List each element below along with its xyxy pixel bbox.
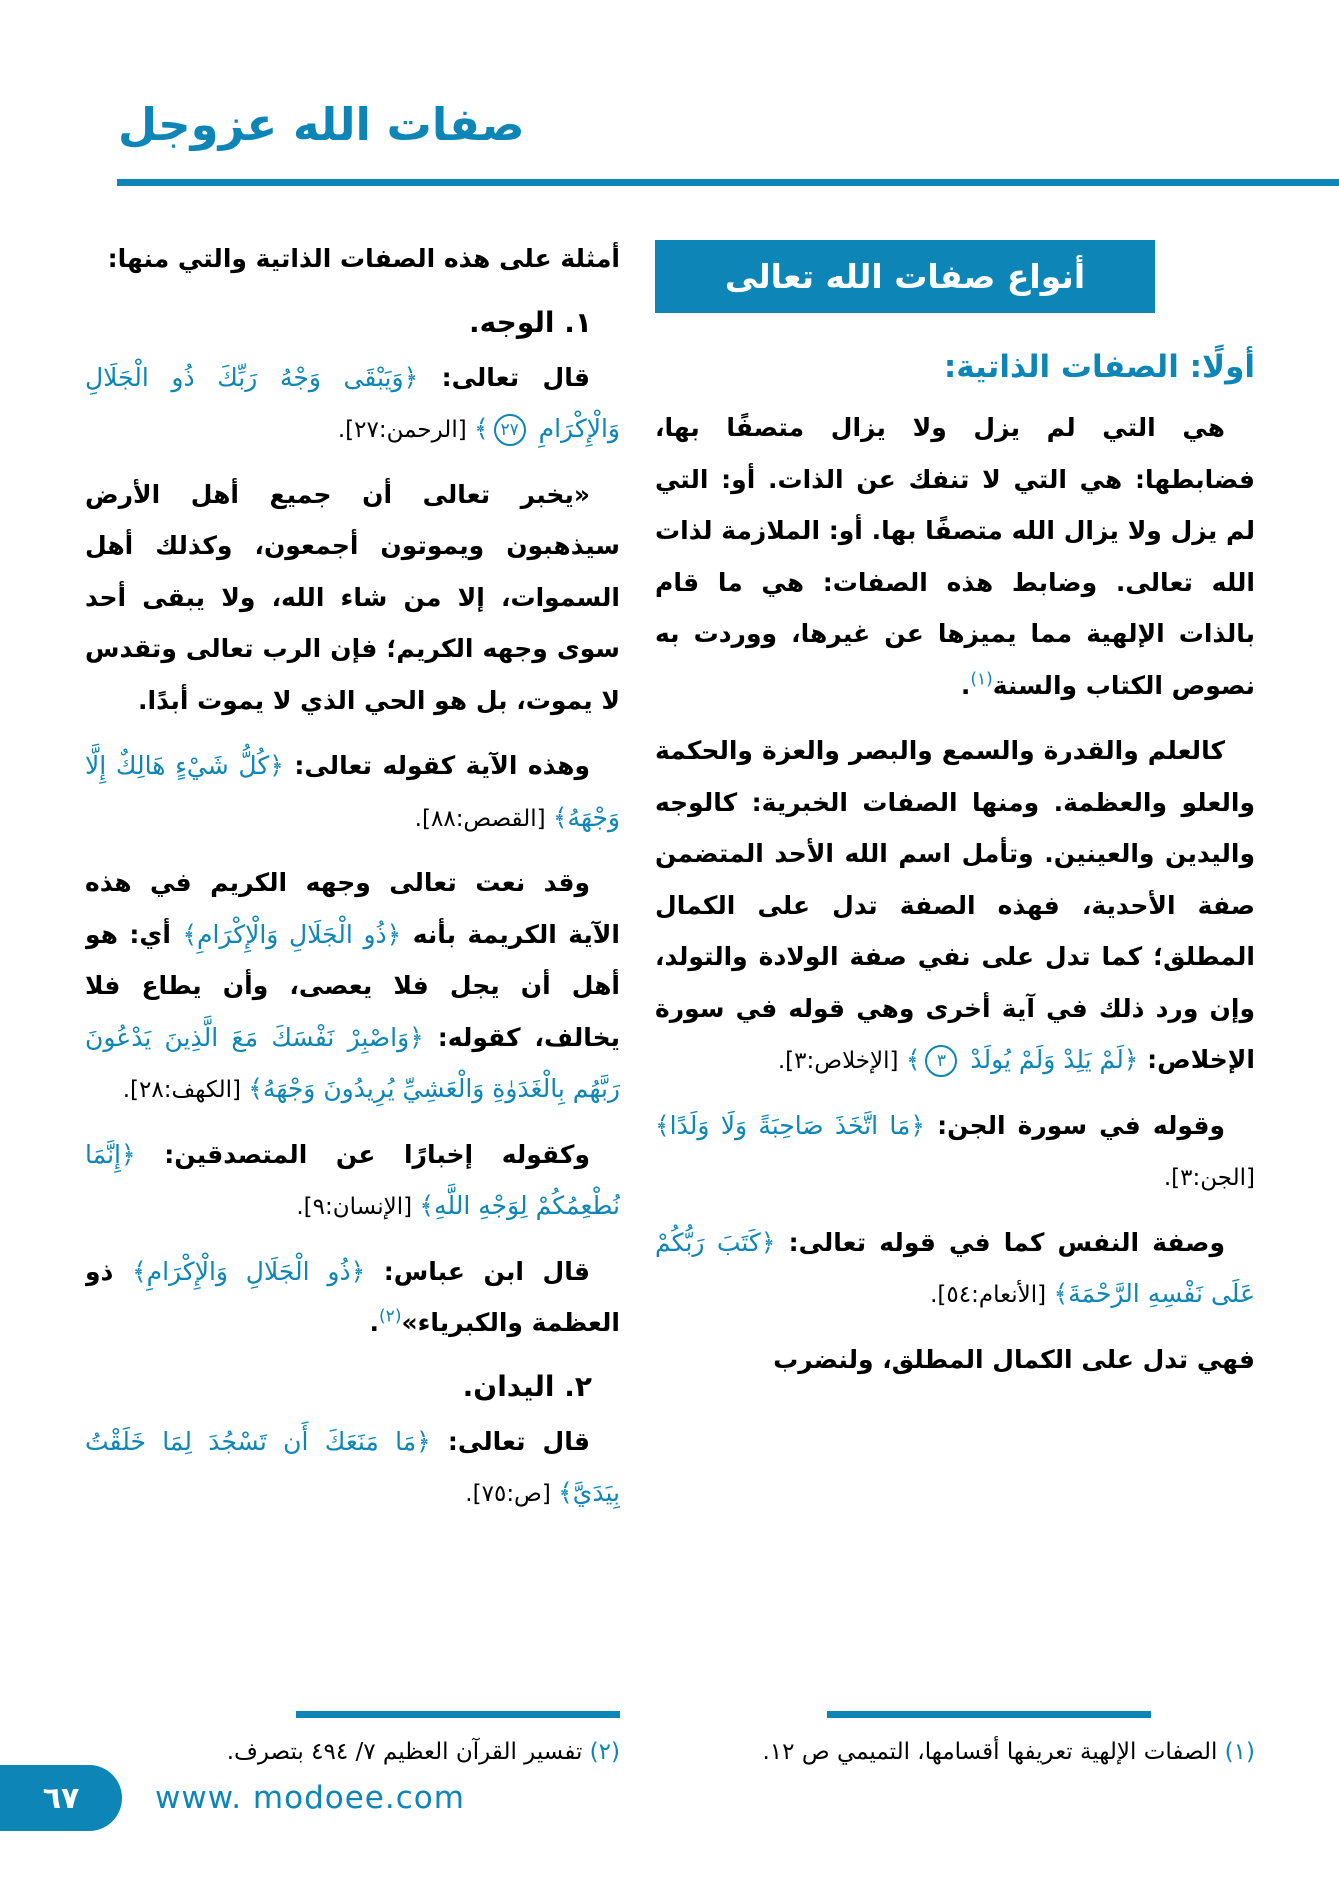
footnote-text: الصفات الإلهية تعريفها أقسامها، التميمي ص ١٢. <box>762 1739 1218 1766</box>
paragraph-text: قال تعالى: <box>418 362 591 392</box>
verse-reference: [الجن:٣]. <box>1163 1165 1255 1191</box>
page-number: ٦٧ <box>42 1780 80 1816</box>
footnote-number: (١) <box>1224 1739 1255 1766</box>
page-number-badge <box>0 1765 122 1831</box>
tafsir-quote-paragraph: «يخبر تعالى أن جميع أهل الأرض سيذهبون ويموتون أجمعون، وكذلك أهل السموات، إلا من شاء الله، ولا يبقى أحد سوى وجهه الكريم؛ فإن الرب تعالى وتقدس لا يموت، بل هو الحي الذي لا يموت أبدًا. <box>85 479 620 715</box>
self-attribute-paragraph <box>655 1217 1255 1320</box>
paragraph-text: أي: هو أهل أن يجل فلا يعصى، وأن يطاع فلا يخالف، كقوله: <box>85 919 620 1052</box>
footnote-number: (٢) <box>589 1739 620 1766</box>
verse-reference: [الإنسان:٩]. <box>296 1194 420 1220</box>
header-rule-divider <box>117 179 1339 186</box>
footnote-divider <box>296 1711 620 1718</box>
website-link[interactable]: www. modoee.com <box>155 1780 465 1816</box>
paragraph-text: وهذه الآية كقوله تعالى: <box>283 751 590 780</box>
verse-reference: [ص:٧٥]. <box>465 1481 559 1507</box>
paragraph-text: وقد نعت تعالى وجهه الكريم في هذه الآية الكريمة بأنه <box>85 868 620 949</box>
list-item-hands-heading: ٢. اليدان. <box>462 1369 592 1403</box>
intro-line: أمثلة على هذه الصفات الذاتية والتي منها: <box>107 244 620 273</box>
quran-verse: ﴿وَيَبْقَى وَجْهُ رَبِّكَ ذُو الْجَلَالِ وَالْإِكْرَامِ <box>85 362 620 443</box>
subheading-essential-attributes: أولًا: الصفات الذاتية: <box>943 349 1255 385</box>
examples-paragraph <box>655 725 1255 1086</box>
footnotes-right <box>655 1711 1255 1775</box>
charity-verse-paragraph <box>85 1129 620 1232</box>
left-column <box>85 226 620 1775</box>
verse-reference: [الأنعام:٥٤]. <box>930 1282 1054 1308</box>
qasas-verse-paragraph <box>85 740 620 843</box>
quran-verse: ﴿مَا اتَّخَذَ صَاحِبَةً وَلَا وَلَدًا﴾ <box>655 1110 926 1140</box>
quran-verse: ﴿كَتَبَ رَبُّكُمْ عَلَى نَفْسِهِ الرَّحْمَةَ﴾ <box>655 1227 1255 1308</box>
paragraph-text: وصفة النفس كما في قوله تعالى: <box>775 1227 1225 1257</box>
closing-line: فهي تدل على الكمال المطلق، ولنضرب <box>773 1344 1255 1374</box>
paragraph-text: هي التي لم يزل ولا يزال متصفًا بها، فضابطها: هي التي لا تنفك عن الذات. أو: التي لم يزل ولا يزال الله متصفًا بها. أو: الملازمة لذات الله تعالى. وضابط هذه الصفات: هي ما قام بالذات الإلهية مما يميزها عن غيرها، ووردت به نصوص الكتاب والسنة <box>655 413 1255 700</box>
page-columns <box>85 226 1255 1775</box>
list-item-face-heading: ١. الوجه. <box>469 305 592 339</box>
paragraph-text: ذو العظمة والكبرياء» <box>85 1256 620 1337</box>
definition-paragraph <box>655 402 1255 711</box>
paragraph-text: قال تعالى: <box>430 1426 590 1456</box>
verse-reference: [الرحمن:٢٧]. <box>337 417 474 443</box>
paragraph-text: . <box>369 1308 380 1337</box>
quran-verse: ﴿مَا مَنَعَكَ أَن تَسْجُدَ لِمَا خَلَقْتُ بِيَدَيَّ﴾ <box>85 1426 620 1507</box>
right-column <box>655 226 1255 1775</box>
paragraph-text: وكقوله إخبارًا عن المتصدقين: <box>135 1139 590 1169</box>
ibn-abbas-paragraph <box>85 1246 620 1349</box>
paragraph-text: كالعلم والقدرة والسمع والبصر والعزة والحكمة والعلو والعظمة. ومنها الصفات الخبرية: كالوجه واليدين والعينين. وتأمل اسم الله الأحد المتضمن صفة الأحدية، فهذه الصفة تدل على الكمال المطلق؛ كما تدل على نفي صفة الولادة والتولد، وإن ورد ذلك في آية أخرى وهي قوله في سورة الإخلاص: <box>655 736 1255 1074</box>
quran-verse: ﴿لَمْ يَلِدْ وَلَمْ يُولَدْ <box>962 1045 1139 1074</box>
jinn-verse-paragraph <box>655 1100 1255 1203</box>
face-verse-paragraph <box>85 352 620 455</box>
paragraph-text: . <box>960 670 971 700</box>
verse-reference: [الإخلاص:٣]. <box>777 1048 906 1074</box>
section-title-box <box>655 240 1155 313</box>
footnote-1 <box>655 1730 1255 1775</box>
quran-verse: ﴿وَاصْبِرْ نَفْسَكَ مَعَ الَّذِينَ يَدْعُونَ رَبَّهُم بِالْغَدَوٰةِ وَالْعَشِيِّ يُرِيدُونَ وَجْهَهُ﴾ <box>85 1022 620 1103</box>
paragraph-text: وقوله في سورة الجن: <box>925 1110 1225 1140</box>
page-footer <box>0 1765 465 1831</box>
quran-verse: ﴿ذُو الْجَلَالِ وَالْإِكْرَامِ﴾ <box>182 919 402 949</box>
ayah-number-ornament: ٢٧ <box>494 414 526 446</box>
ayah-number-ornament: ٣ <box>925 1045 957 1077</box>
footnote-text: تفسير القرآن العظيم ٧/ ٤٩٤ بتصرف. <box>226 1739 583 1766</box>
quran-verse-close: ﴾ <box>905 1045 921 1074</box>
chapter-title-calligraphy: صفات الله عزوجل <box>118 98 525 151</box>
quran-verse: ﴿ذُو الْجَلَالِ وَالْإِكْرَامِ﴾ <box>131 1256 366 1286</box>
quran-verse: ﴿كُلُّ شَيْءٍ هَالِكٌ إِلَّا وَجْهَهُ﴾ <box>85 751 620 832</box>
verse-reference: [الكهف:٢٨]. <box>122 1077 249 1103</box>
paragraph-text: قال ابن عباس: <box>365 1256 590 1286</box>
verse-reference: [القصص:٨٨]. <box>414 805 553 832</box>
footnote-divider <box>827 1711 1151 1718</box>
quran-verse: ﴿إِنَّمَا نُطْعِمُكُمْ لِوَجْهِ اللَّهِ﴾ <box>85 1139 620 1220</box>
hands-verse-paragraph <box>85 1416 620 1519</box>
footnote-marker-1: (١) <box>970 669 993 690</box>
footnote-marker-2: (٢) <box>379 1306 402 1327</box>
quran-verse-close: ﴾ <box>474 414 489 443</box>
section-title: أنواع صفات الله تعالى <box>724 257 1086 296</box>
majesty-paragraph <box>85 857 620 1115</box>
